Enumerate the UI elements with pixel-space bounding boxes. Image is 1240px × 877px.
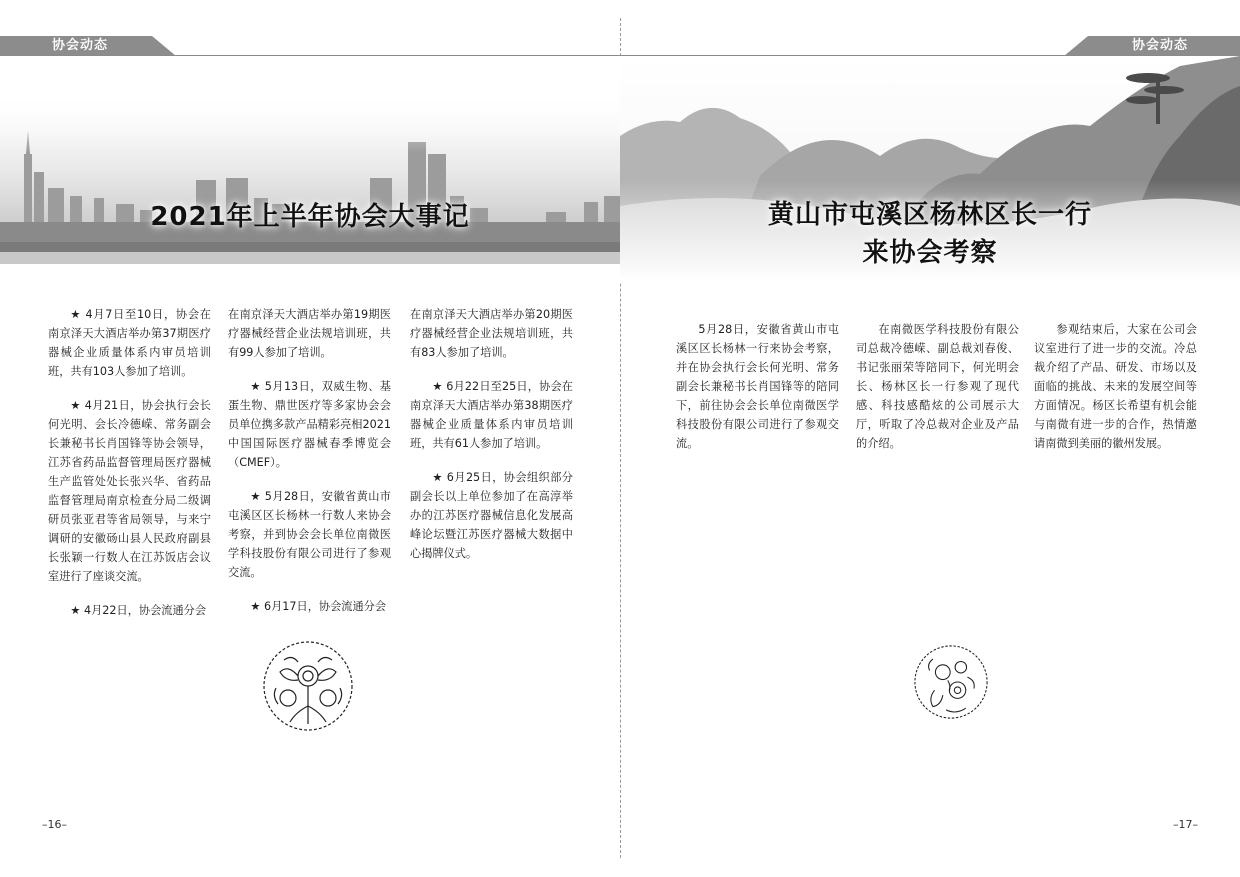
event-entry: 在南京泽天大酒店举办第19期医疗器械经营企业法规培训班，共有99人参加了培训。 [228, 308, 391, 359]
page-number: –16– [42, 818, 67, 831]
header-rule [0, 55, 620, 56]
event-entry: ★ 4月7日至10日，协会在南京泽天大酒店举办第37期医疗器械企业质量体系内审员培训班，共有103人参加了培训。 [48, 308, 211, 378]
page-number: –17– [1173, 818, 1198, 831]
text-column-2 [856, 320, 1019, 468]
floral-medallion-icon [258, 636, 358, 736]
right-page [620, 0, 1240, 877]
text-column-1 [48, 305, 211, 635]
event-entry: ★ 4月21日，协会执行会长何光明、会长冷德嵘、常务副会长兼秘书长肖国锋等协会领导，江苏省药品监督管理局医疗器械生产监管处处长张兴华、省药品监督管理局南京检查分局二级调研员张亚君等省局领导，与来宁调研的安徽砀山县人民政府副县长张颖一行数人在江苏饭店会议室进行了座谈交流。 [48, 399, 211, 583]
text-column-3 [410, 305, 573, 578]
event-entry: ★ 5月28日，安徽省黄山市屯溪区区长杨林一行数人来协会考察，并到协会会长单位南微医学科技股份有限公司进行了参观交流。 [228, 490, 391, 579]
article-paragraph: 在南微医学科技股份有限公司总裁冷德嵘、副总裁刘春俊、书记张丽荣等陪同下，何光明会长、杨林区长一行参观了现代感、科技感酷炫的公司展示大厅，听取了冷总裁对企业及产品的介绍。 [856, 323, 1019, 450]
section-tab [1064, 36, 1240, 56]
floral-medallion-icon [910, 641, 992, 723]
event-entry: ★ 5月13日，双威生物、基蛋生物、鼎世医疗等多家协会会员单位携多款产品精彩亮相2021中国国际医疗器械春季博览会（CMEF）。 [228, 380, 391, 469]
section-tab-label: 协会动态 [1131, 38, 1188, 53]
section-tab [0, 36, 176, 56]
header-rule [620, 55, 1240, 56]
page-title-line-1: 黄山市屯溪区杨林区长一行 [767, 200, 1092, 230]
event-entry: ★ 6月22日至25日，协会在南京泽天大酒店举办第38期医疗器械企业质量体系内审员培训班，共有61人参加了培训。 [410, 380, 573, 450]
article-paragraph: 参观结束后，大家在公司会议室进行了进一步的交流。冷总裁介绍了产品、研发、市场以及面临的挑战、未来的发展空间等方面情况。杨区长希望有机会能与南微有进一步的合作，热情邀请南微到美丽的徽州发展。 [1034, 323, 1197, 450]
text-column-1 [676, 320, 839, 468]
page-title: 2021年上半年协会大事记 [150, 202, 470, 232]
text-column-3 [1034, 320, 1197, 468]
text-column-2 [228, 305, 391, 631]
event-entry: ★ 4月22日，协会流通分会 [70, 604, 207, 617]
event-entry: 在南京泽天大酒店举办第20期医疗器械经营企业法规培训班，共有83人参加了培训。 [410, 308, 573, 359]
article-paragraph: 5月28日，安徽省黄山市屯溪区区长杨林一行来协会考察，并在协会执行会长何光明、常务副会长兼秘书长肖国锋等的陪同下，前往协会会长单位南微医学科技股份有限公司进行了参观交流。 [676, 323, 839, 450]
event-entry: ★ 6月25日，协会组织部分副会长以上单位参加了在高淳举办的江苏医疗器械信息化发展高峰论坛暨江苏医疗器械大数据中心揭牌仪式。 [410, 471, 573, 560]
page-title-line-2: 来协会考察 [862, 238, 998, 268]
page-title [640, 196, 1220, 272]
section-tab-label: 协会动态 [52, 38, 109, 53]
event-entry: ★ 6月17日，协会流通分会 [250, 600, 387, 613]
city-skyline-image [0, 92, 620, 264]
